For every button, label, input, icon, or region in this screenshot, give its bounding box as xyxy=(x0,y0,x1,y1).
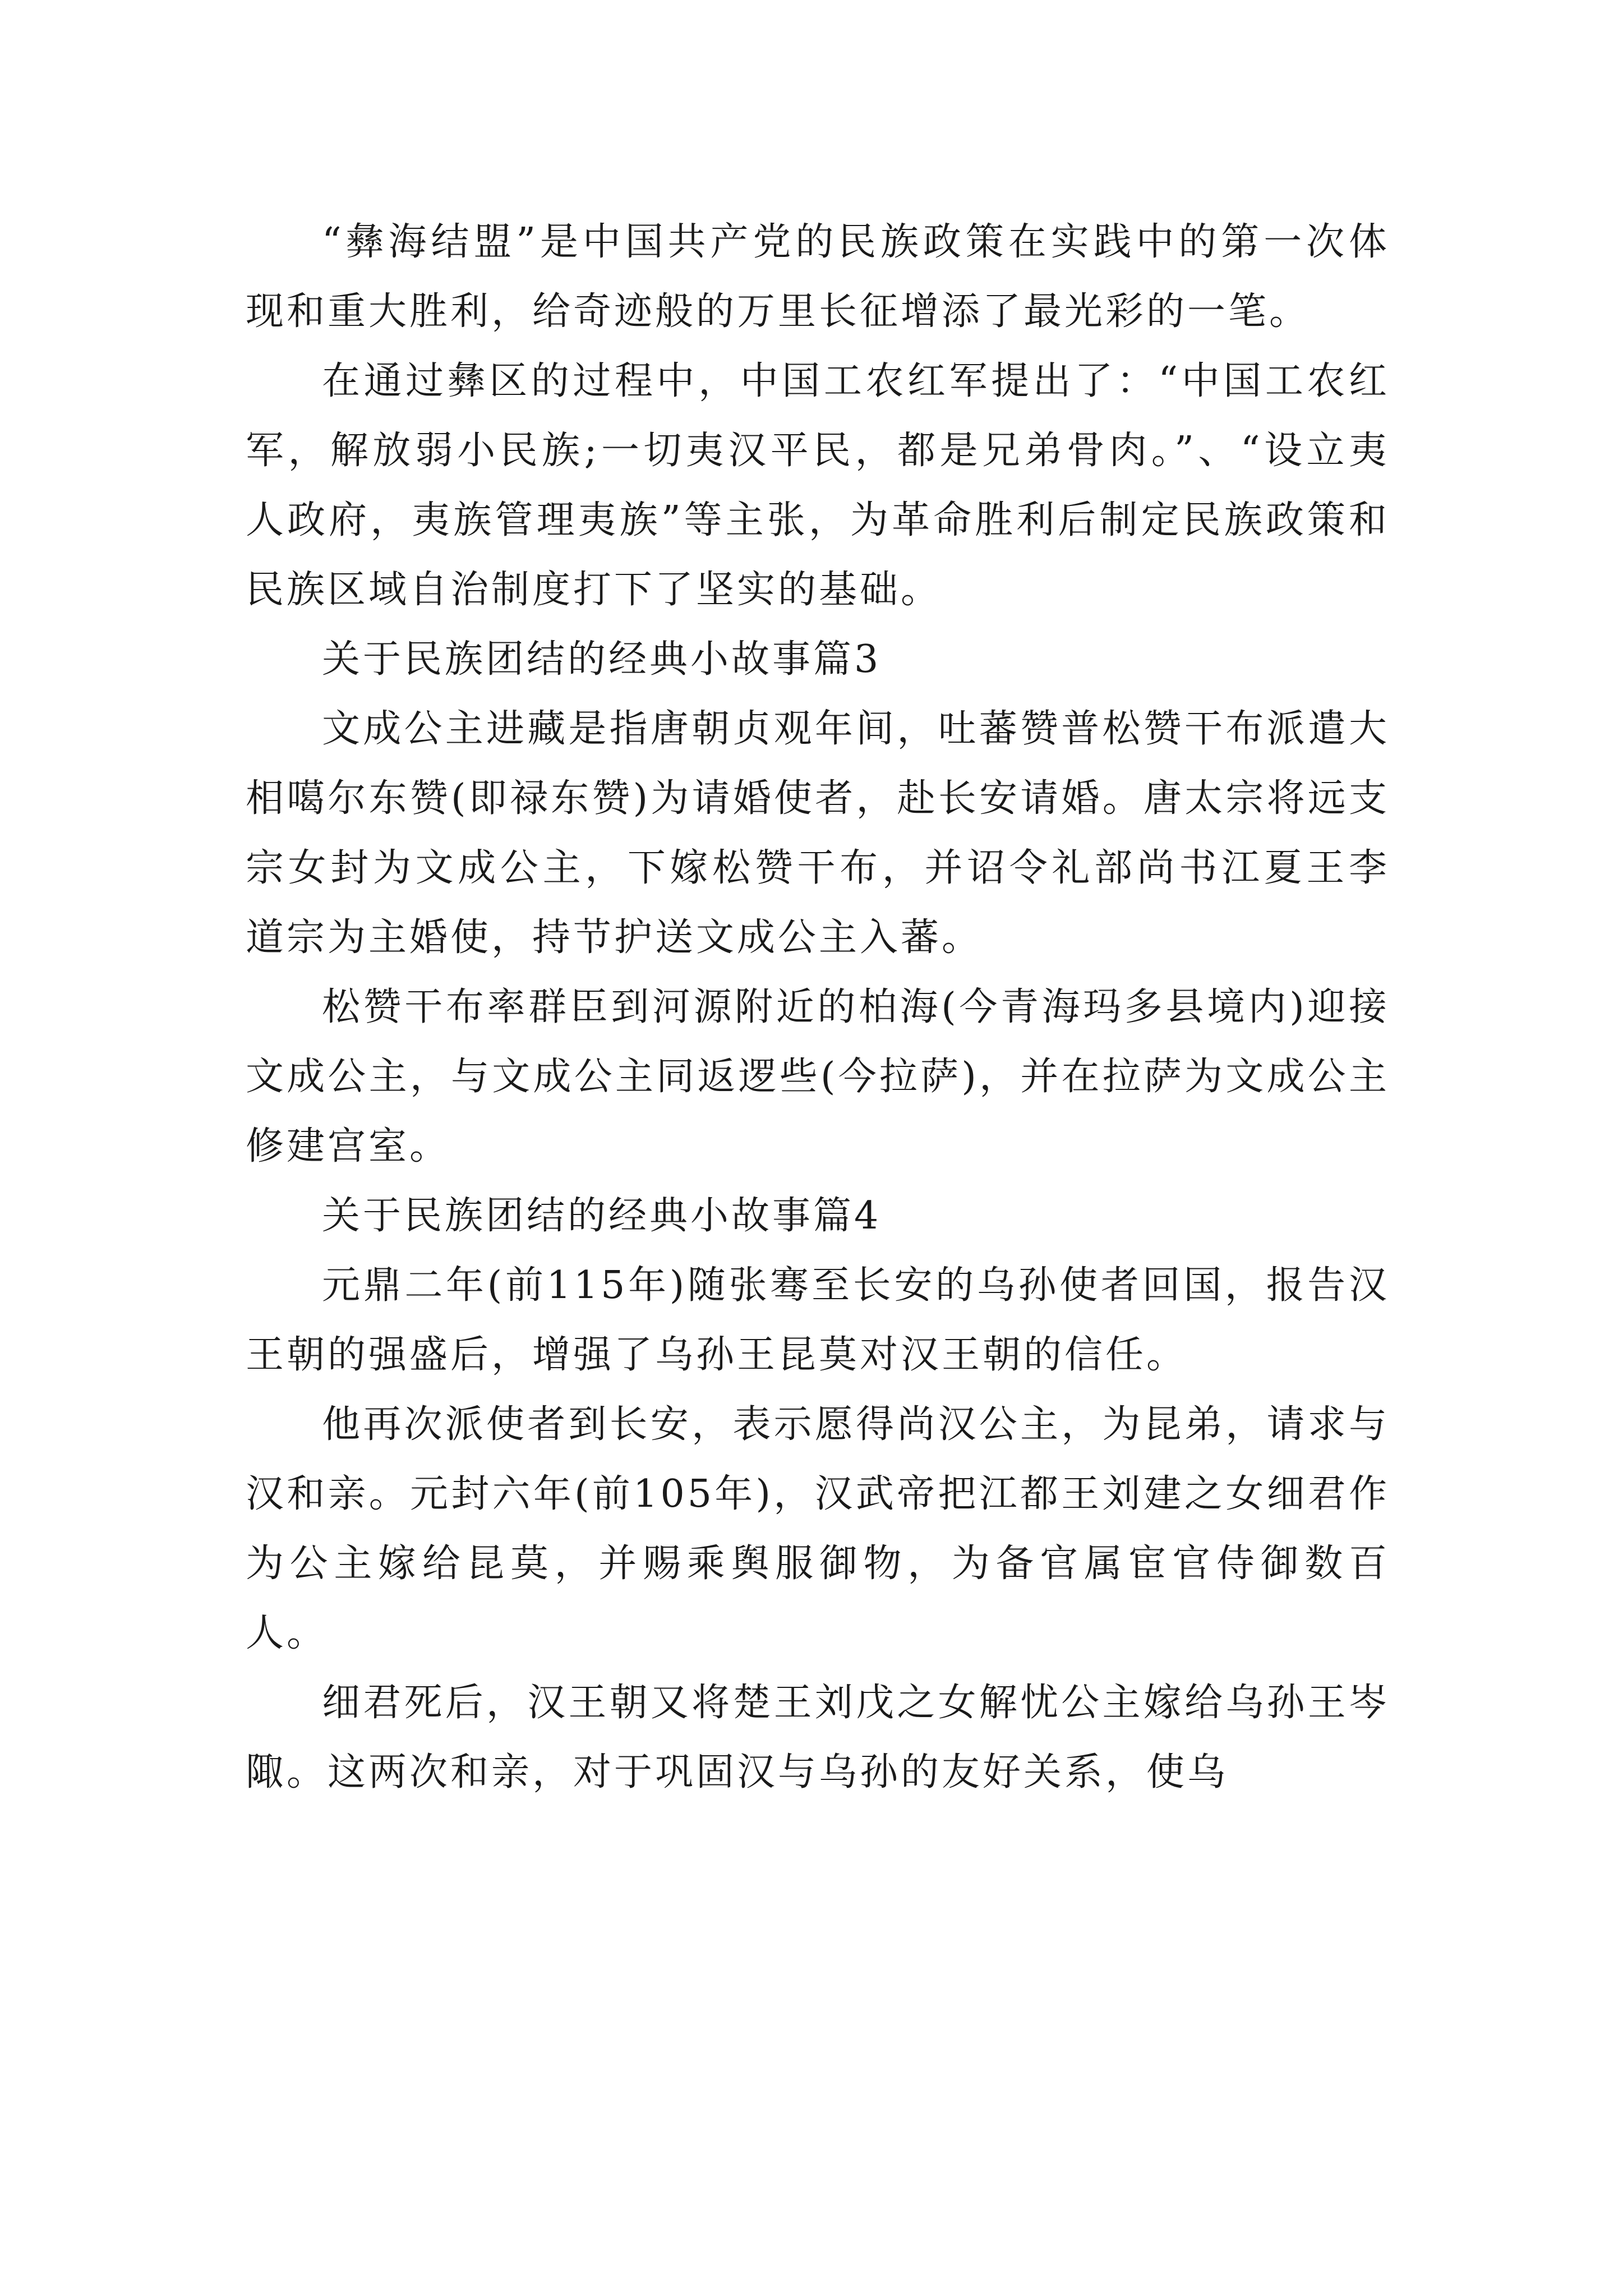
paragraph-wusun-envoy: 元鼎二年(前115年)随张骞至长安的乌孙使者回国，报告汉王朝的强盛后，增强了乌孙王昆莫对汉王朝的信任。 xyxy=(246,1263,1390,1377)
document-body xyxy=(246,208,1390,1807)
paragraph-marriage-alliance: 他再次派使者到长安，表示愿得尚汉公主，为昆弟，请求与汉和亲。元封六年(前105年)，汉武帝把江都王刘建之女细君作为公主嫁给昆莫，并赐乘舆服御物，为备官属宦官侍御数百人。 xyxy=(246,1402,1390,1655)
paragraph-yihai-alliance: “彝海结盟”是中国共产党的民族政策在实践中的第一次体现和重大胜利，给奇迹般的万里长征增添了最光彩的一笔。 xyxy=(246,220,1390,334)
section-heading-4: 关于民族团结的经典小故事篇4 xyxy=(322,1194,882,1238)
paragraph-jieyou-princess: 细君死后，汉王朝又将楚王刘戊之女解忧公主嫁给乌孙王岑陬。这两次和亲，对于巩固汉与乌孙的友好关系，使乌 xyxy=(246,1681,1390,1795)
paragraph-songtsen-gampo: 松赞干布率群臣到河源附近的柏海(今青海玛多县境内)迎接文成公主，与文成公主同返逻些(今拉萨)，并在拉萨为文成公主修建宫室。 xyxy=(246,985,1390,1168)
paragraph-red-army-policy: 在通过彝区的过程中，中国工农红军提出了：“中国工农红军，解放弱小民族;一切夷汉平民，都是兄弟骨肉。”、“设立夷人政府，夷族管理夷族”等主张，为革命胜利后制定民族政策和民族区域自治制度打下了坚实的基础。 xyxy=(246,359,1390,612)
paragraph-wencheng-princess: 文成公主进藏是指唐朝贞观年间，吐蕃赞普松赞干布派遣大相噶尔东赞(即禄东赞)为请婚使者，赴长安请婚。唐太宗将远支宗女封为文成公主，下嫁松赞干布，并诏令礼部尚书江夏王李道宗为主婚使，持节护送文成公主入蕃。 xyxy=(246,707,1390,960)
section-heading-3: 关于民族团结的经典小故事篇3 xyxy=(322,637,882,682)
